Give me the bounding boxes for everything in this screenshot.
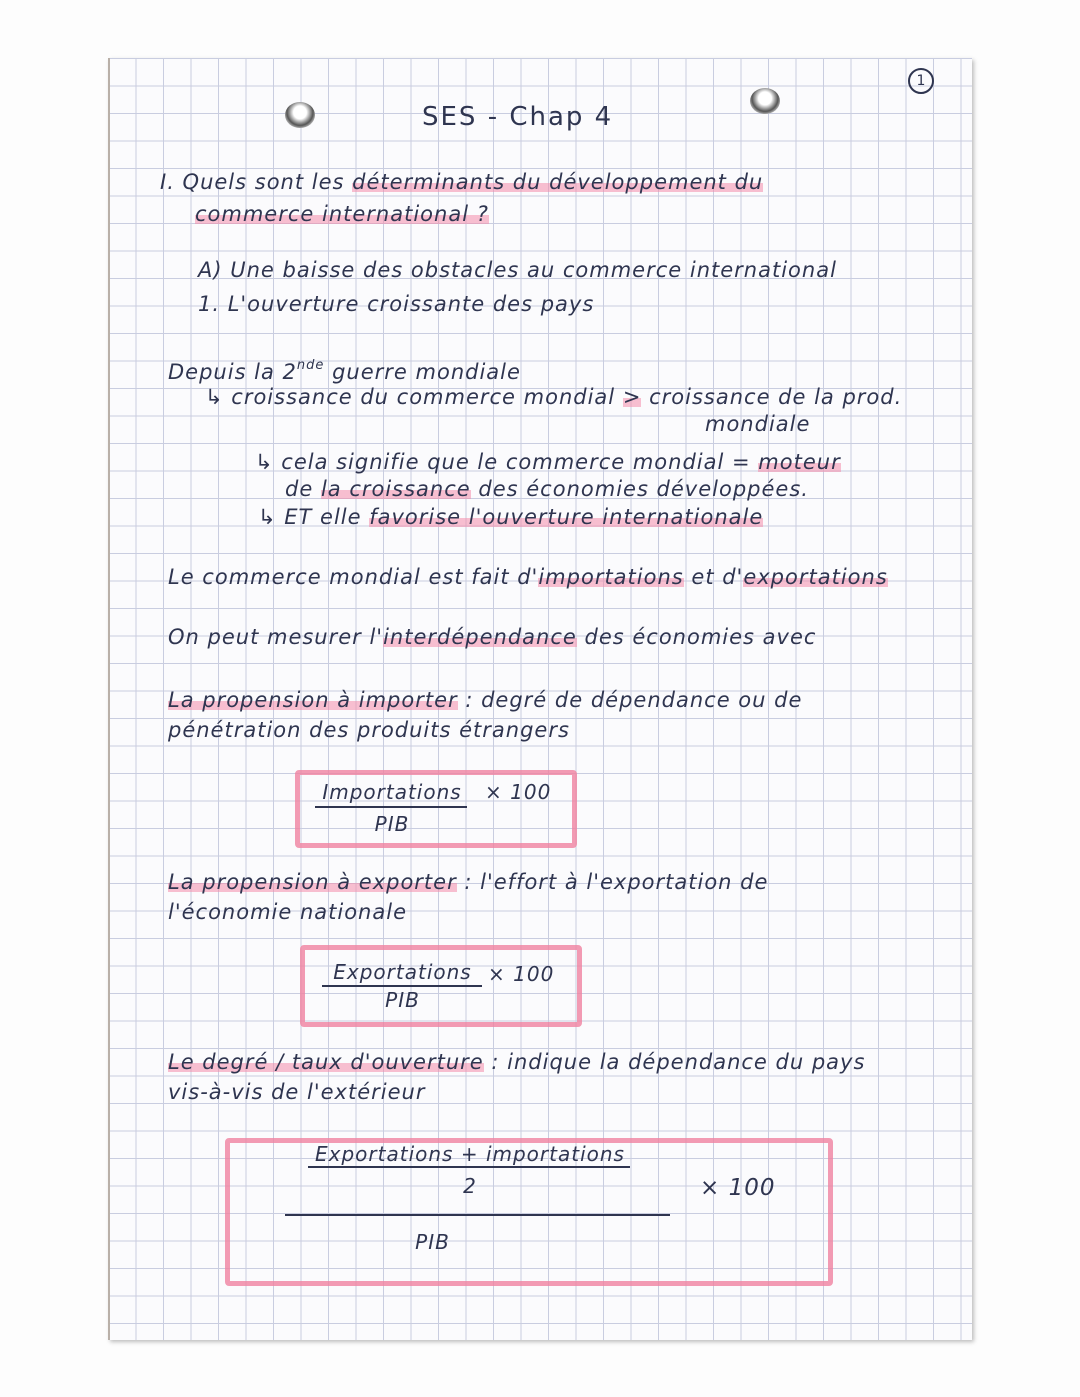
formula-denominator: PIB [415,1230,450,1254]
subheading-a: A) Une baisse des obstacles au commerce international [198,258,837,282]
definition-export: La propension à exporter : l'effort à l'exportation de [168,870,769,894]
fraction-bar [322,985,482,987]
section-heading-cont: commerce international ? [195,202,489,226]
fraction-bar [308,1166,630,1168]
text-line: On peut mesurer l'interdépendance des économies avec [168,625,817,649]
punch-hole [285,102,315,128]
page-title: SES - Chap 4 [422,102,614,132]
definition-openness: Le degré / taux d'ouverture : indique la dépendance du pays [168,1050,866,1074]
formula-numerator: Exportations [333,960,472,984]
subheading-1: 1. L'ouverture croissante des pays [198,292,595,316]
text-line: Le commerce mondial est fait d'importations et d'exportations [168,565,888,589]
formula-multiplier: × 100 [488,962,555,986]
formula-numerator: Importations [322,780,462,804]
fraction-bar [315,806,467,808]
formula-half: 2 [463,1174,477,1198]
text-line: de la croissance des économies développées. [285,477,809,501]
formula-numerator: Exportations + importations [315,1142,625,1166]
text-line: Depuis la 2nde guerre mondiale [168,358,521,384]
text-line: pénétration des produits étrangers [168,718,570,742]
formula-denominator: PIB [385,988,420,1012]
definition-import: La propension à importer : degré de dépendance ou de [168,688,803,712]
section-heading: I. Quels sont les déterminants du développement du [160,170,764,194]
formula-denominator: PIB [374,812,410,836]
text-line: ↳ croissance du commerce mondial > croissance de la prod. [205,385,903,409]
page-number: 1 [908,68,934,94]
text-line: ↳ ET elle favorise l'ouverture internationale [258,505,764,529]
margin-line [108,58,110,1340]
text-line: vis-à-vis de l'extérieur [168,1080,426,1104]
punch-hole [750,88,780,114]
formula-multiplier: × 100 [485,780,552,804]
text-line: mondiale [705,412,811,436]
formula-multiplier: × 100 [700,1175,776,1201]
fraction-bar-main [285,1214,670,1216]
text-line: l'économie nationale [168,900,407,924]
text-line: ↳ cela signifie que le commerce mondial = moteur [255,450,841,474]
